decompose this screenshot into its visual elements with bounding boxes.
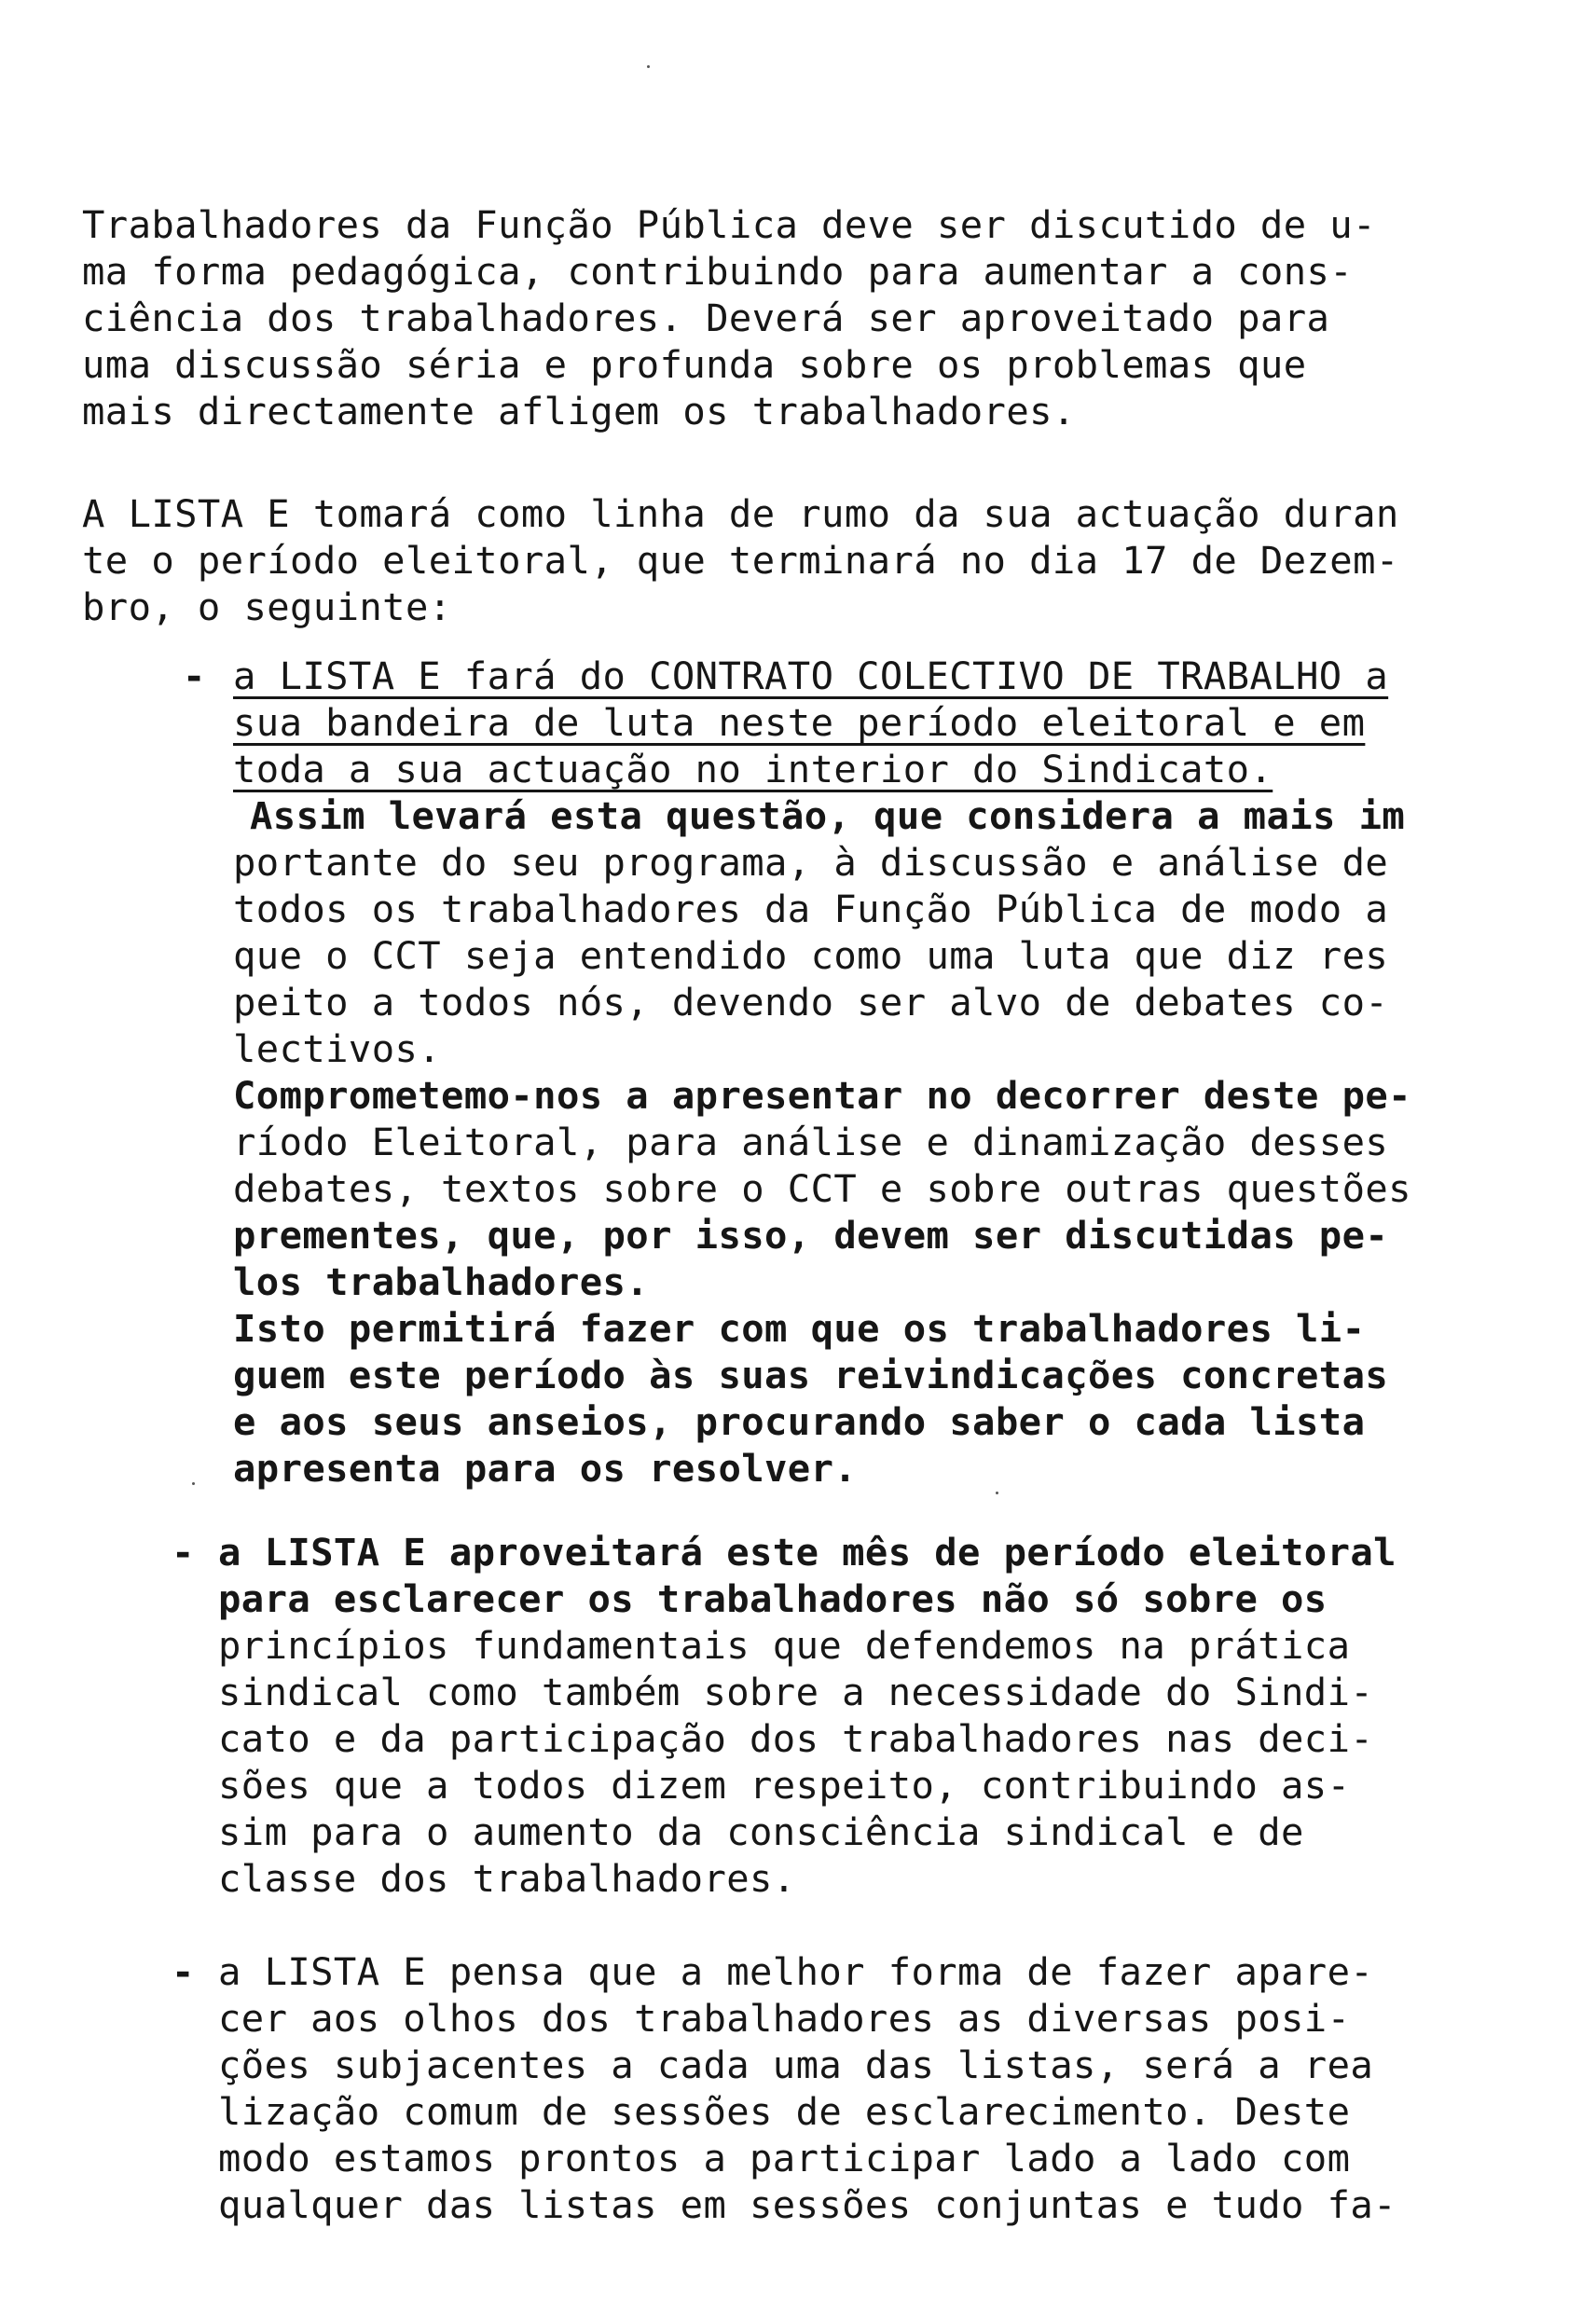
bullet-dash: -: [183, 653, 206, 698]
bullet-line: cato e da participação dos trabalhadores nas deci-: [218, 1716, 1374, 1761]
bullet-line: ríodo Eleitoral, para análise e dinamização desses: [233, 1120, 1389, 1164]
bullet-line: a LISTA E pensa que a melhor forma de fazer apare-: [218, 1949, 1374, 1994]
intro-line: Trabalhadores da Função Pública deve ser discutido de u-: [82, 202, 1376, 247]
lead-line: bro, o seguinte:: [82, 585, 452, 629]
bullet-line: que o CCT seja entendido como uma luta que diz res: [233, 933, 1389, 978]
bullet-line: guem este período às suas reivindicações concretas: [233, 1353, 1389, 1397]
bullet-line: classe dos trabalhadores.: [218, 1856, 796, 1901]
bullet-line: prementes, que, por isso, devem ser discutidas pe-: [233, 1213, 1389, 1258]
bullet-line: Isto permitirá fazer com que os trabalhadores li-: [233, 1306, 1366, 1351]
intro-line: uma discussão séria e profunda sobre os problemas que: [82, 342, 1307, 387]
bullet-line: cer aos olhos dos trabalhadores as diversas posi-: [218, 1996, 1351, 2041]
bullet-line: modo estamos prontos a participar lado a lado com: [218, 2136, 1351, 2180]
bullet-line: a LISTA E aproveitará este mês de período eleitoral: [218, 1530, 1396, 1575]
lead-line: A LISTA E tomará como linha de rumo da sua actuação duran: [82, 491, 1399, 536]
bullet-line: sindical como também sobre a necessidade do Sindi-: [218, 1670, 1374, 1714]
bullet-line: e aos seus anseios, procurando saber o cada lista: [233, 1399, 1366, 1444]
bullet-dash: -: [172, 1530, 195, 1575]
bullet-line: Comprometemo-nos a apresentar no decorrer deste pe-: [233, 1073, 1411, 1118]
bullet-line: todos os trabalhadores da Função Pública de modo a: [233, 887, 1389, 931]
bullet-line: peito a todos nós, devendo ser alvo de debates co-: [233, 980, 1389, 1025]
bullet-line: qualquer das listas em sessões conjuntas e tudo fa-: [218, 2182, 1396, 2227]
intro-line: ciência dos trabalhadores. Deverá ser aproveitado para: [82, 296, 1330, 340]
bullet-line: ções subjacentes a cada uma das listas, será a rea: [218, 2043, 1374, 2087]
bullet-line: apresenta para os resolver.: [233, 1446, 858, 1491]
lead-line: te o período eleitoral, que terminará no dia 17 de Dezem-: [82, 538, 1399, 583]
bullet-line: para esclarecer os trabalhadores não só sobre os: [218, 1576, 1328, 1621]
bullet-line: sões que a todos dizem respeito, contribuindo as-: [218, 1763, 1351, 1808]
bullet-line: Assim levará esta questão, que considera a mais im: [250, 793, 1406, 838]
bullet-line: los trabalhadores.: [233, 1259, 650, 1304]
bullet-line: lização comum de sessões de esclarecimento. Deste: [218, 2089, 1351, 2134]
intro-line: mais directamente afligem os trabalhadores.: [82, 389, 1076, 433]
bullet-line: princípios fundamentais que defendemos na prática: [218, 1623, 1351, 1668]
scan-speck: [996, 1492, 998, 1494]
intro-line: ma forma pedagógica, contribuindo para aumentar a cons-: [82, 249, 1354, 294]
scan-speck: [647, 65, 650, 68]
scan-speck: [192, 1482, 195, 1485]
bullet-line: portante do seu programa, à discussão e análise de: [233, 840, 1389, 885]
bullet-underlined-line: sua bandeira de luta neste período eleitoral e em: [233, 700, 1366, 745]
bullet-underlined-line: a LISTA E fará do CONTRATO COLECTIVO DE TRABALHO a: [233, 653, 1389, 698]
bullet-dash: -: [172, 1949, 195, 1994]
bullet-line: sim para o aumento da consciência sindical e de: [218, 1809, 1304, 1854]
bullet-line: debates, textos sobre o CCT e sobre outras questões: [233, 1166, 1411, 1211]
bullet-underlined-line: toda a sua actuação no interior do Sindicato.: [233, 747, 1273, 791]
bullet-line: lectivos.: [233, 1026, 442, 1071]
